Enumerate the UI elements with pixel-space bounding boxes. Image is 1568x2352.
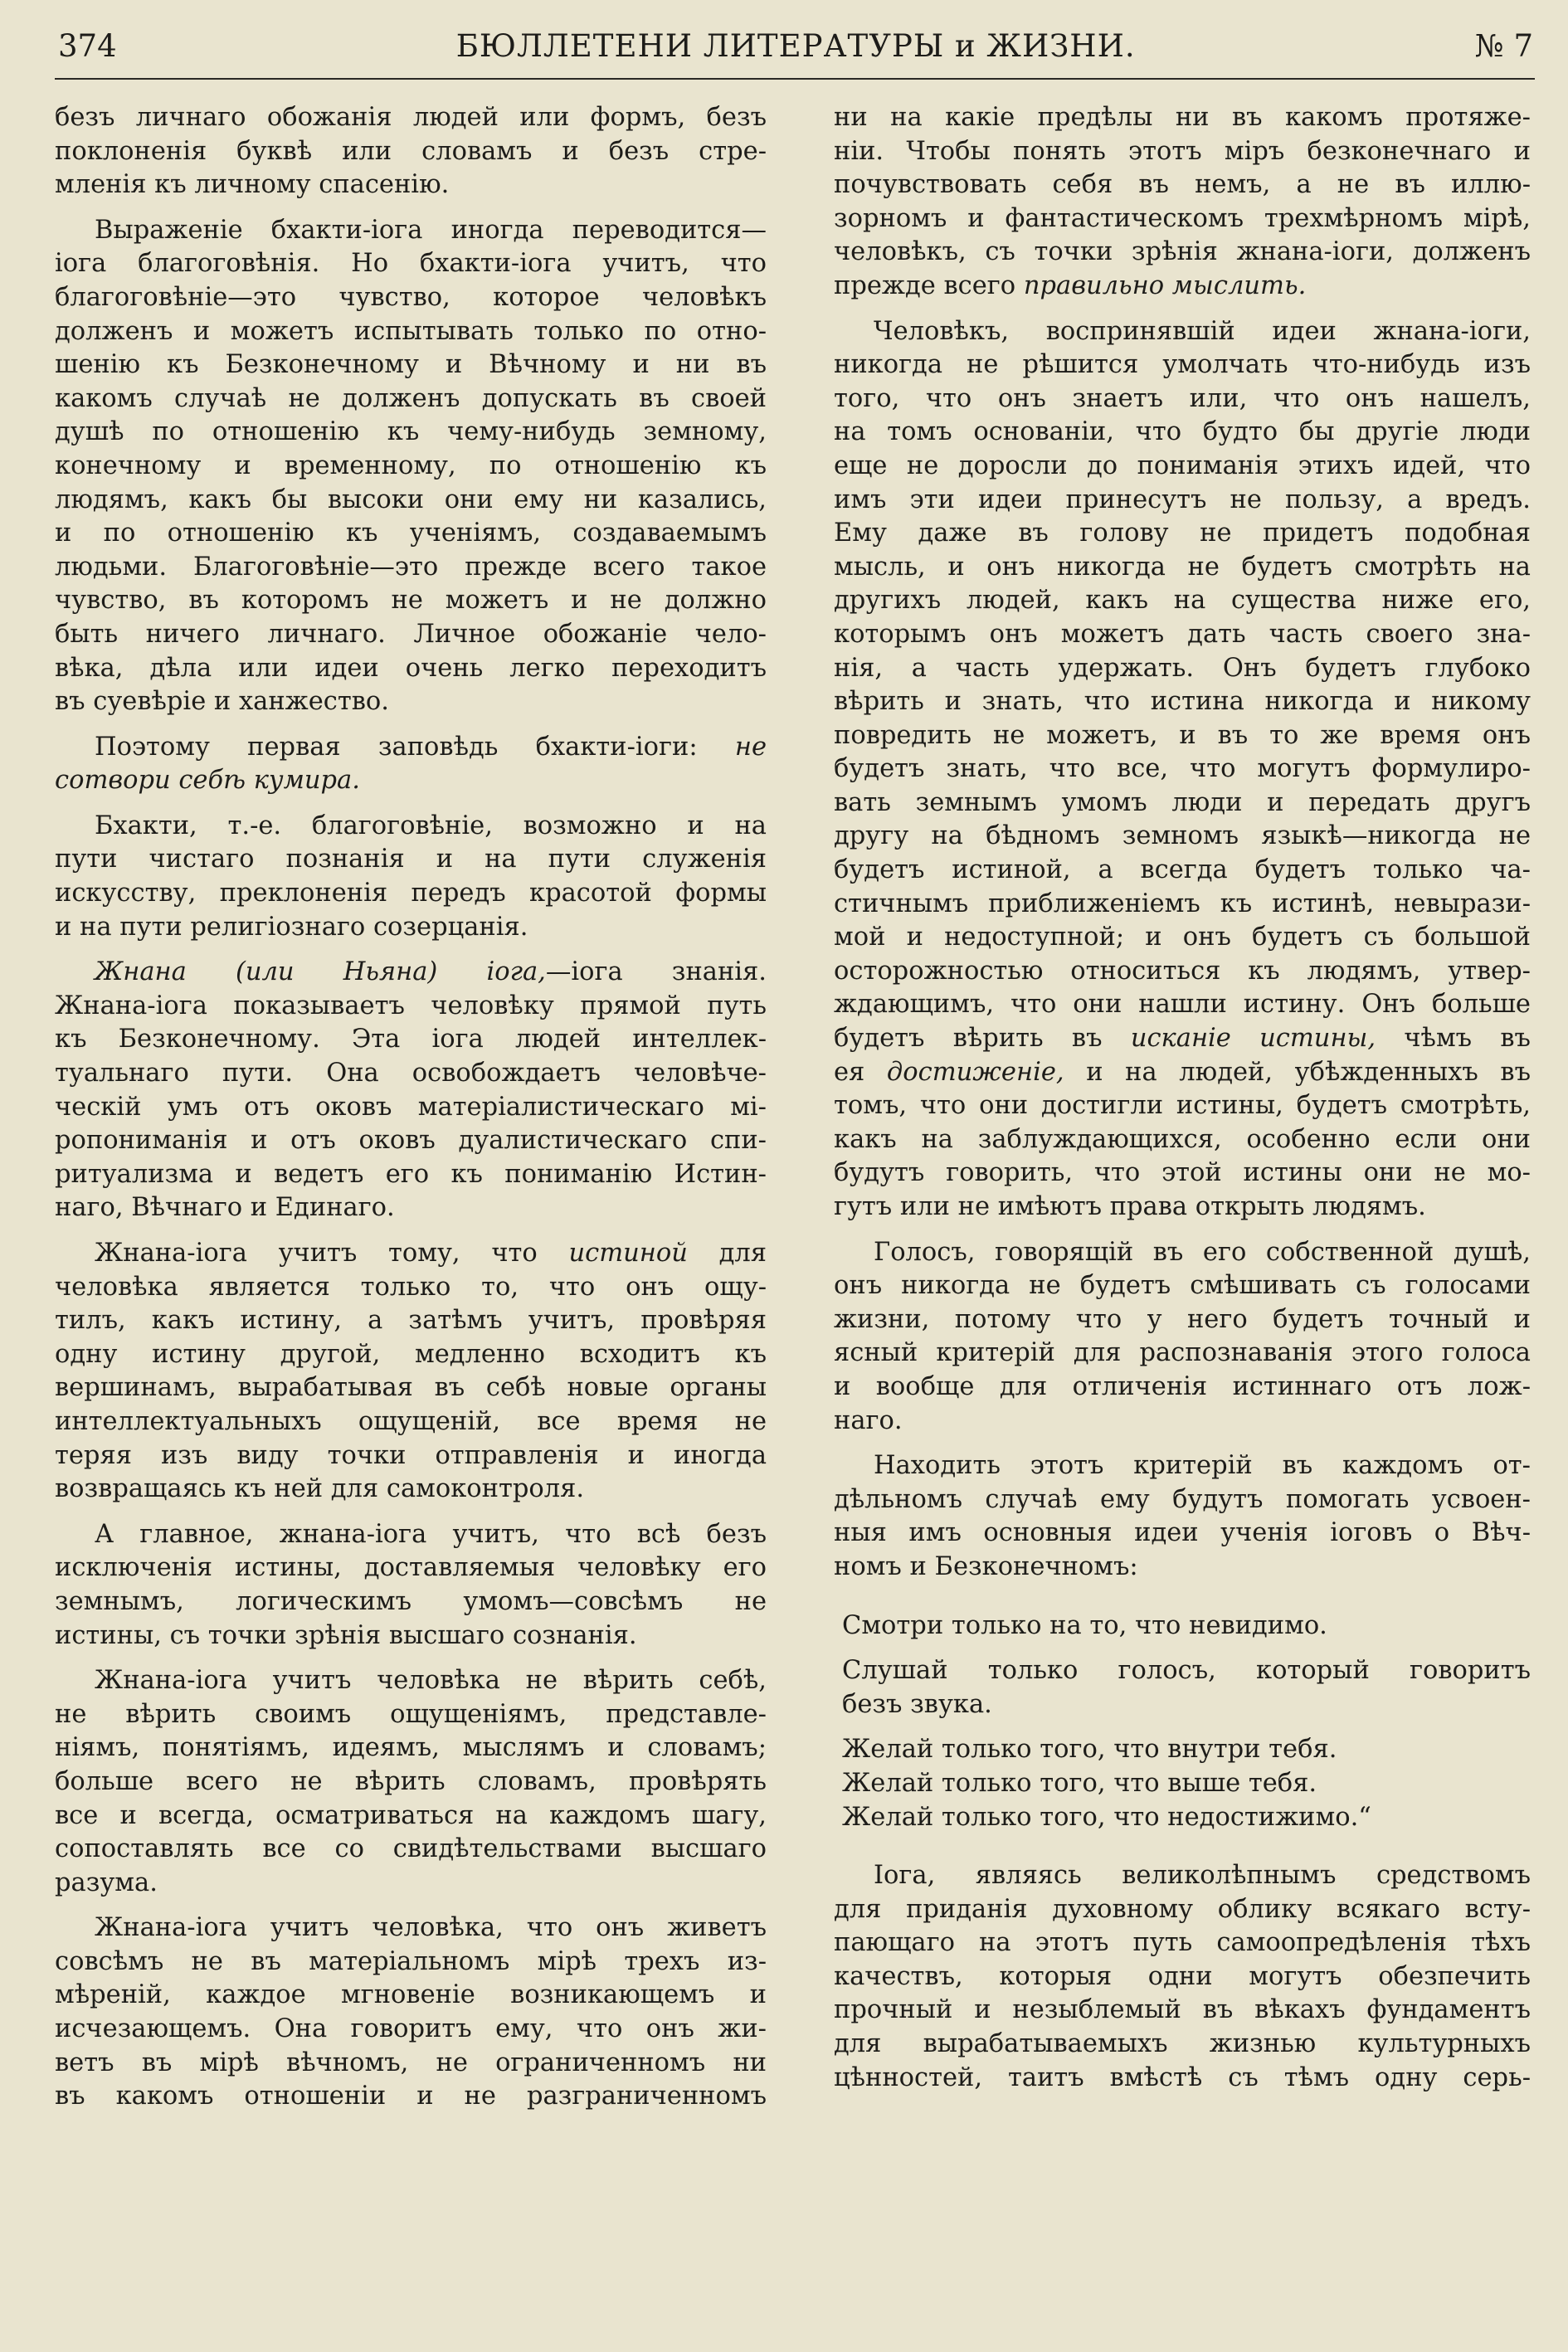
text-line: ритуализма и ведетъ его къ пониманію Истин-: [55, 1159, 767, 1189]
text-line: сотвори себѣ кумира.: [55, 766, 360, 796]
text-line: Голосъ, говорящій въ его собственной душѣ,: [874, 1237, 1531, 1267]
text-line: безъ личнаго обожанія людей или формъ, безъ: [55, 103, 767, 132]
text-run: чѣмъ въ: [1404, 1024, 1531, 1054]
text-line: вѣрить и знать, что истина никогда и никому: [834, 687, 1531, 717]
text-line: благоговѣніе—это чувство, которое человѣкъ: [55, 282, 767, 312]
text-line: и вообще для отличенія истиннаго отъ лож-: [834, 1371, 1531, 1401]
text-line: пающаго на этотъ путь самоопредѣленія тѣхъ: [834, 1928, 1531, 1958]
text-line: онъ никогда не будетъ смѣшивать съ голосами: [834, 1271, 1531, 1301]
verse-line: Желай только того, что недостижимо.“: [842, 1802, 1371, 1832]
text-line: Іога, являясь великолѣпнымъ средствомъ: [874, 1861, 1531, 1891]
text-line: имъ эти идеи принесутъ не пользу, а вредъ.: [834, 485, 1531, 514]
text-line: нія, а часть удержать. Онъ будетъ глубоко: [834, 653, 1531, 683]
text-line: шенію къ Безконечному и Вѣчному и ни въ: [55, 350, 767, 380]
text-line: конечному и временному, по отношенію къ: [55, 450, 767, 480]
text-line: быть ничего личнаго. Личное обожаніе чело-: [55, 619, 767, 649]
text-line: исчезающемъ. Она говоритъ ему, что онъ жи-: [55, 2014, 767, 2044]
text-line: наго.: [834, 1405, 903, 1435]
text-line: будетъ знать, что все, что могутъ формулиро-: [834, 754, 1531, 784]
text-line: и по отношенію къ ученіямъ, создаваемымъ: [55, 519, 767, 548]
italic-text: Жнана (или Ньяна) іога,: [95, 957, 546, 987]
text-line: ясный критерій для распознаванія этого голоса: [834, 1338, 1531, 1368]
text-run: для: [718, 1239, 767, 1268]
text-line: Жнана-іога учитъ человѣка не вѣрить себѣ,: [95, 1666, 767, 1696]
text-line: которымъ онъ можетъ дать часть своего зна-: [834, 619, 1531, 649]
text-line: почувствовать себя въ немъ, а не въ иллю-: [834, 170, 1531, 200]
text-line: вѣка, дѣла или идеи очень легко переходитъ: [55, 653, 767, 683]
verse-line: Смотри только на то, что невидимо.: [842, 1610, 1327, 1640]
text-line: вать земнымъ умомъ люди и передать другъ: [834, 787, 1531, 817]
text-line: душѣ по отношенію къ чему-нибудь земному,: [55, 417, 767, 447]
text-line: одну истину другой, медленно всходитъ къ: [55, 1339, 767, 1369]
text-line: возвращаясь къ ней для самоконтроля.: [55, 1474, 585, 1504]
text-line: мѣреній, каждое мгновеніе возникающемъ и: [55, 1980, 767, 2010]
text-line: мой и недоступной; и онъ будетъ съ большой: [834, 923, 1531, 952]
text-line: мысль, и онъ никогда не будетъ смотрѣть на: [834, 552, 1531, 582]
text-line: качествъ, которыя одни могутъ обезпечить: [834, 1961, 1531, 1991]
text-line: еще не доросли до пониманія этихъ идей, что: [834, 450, 1531, 480]
text-line: томъ, что они достигли истины, будетъ смотрѣть,: [834, 1091, 1531, 1121]
text-line: номъ и Безконечномъ:: [834, 1551, 1138, 1581]
text-line: ропониманія и отъ оковъ дуалистическаго спи-: [55, 1126, 767, 1156]
text-line: осторожностью относиться къ людямъ, утвер-: [834, 956, 1531, 986]
text-line: разума.: [55, 1867, 158, 1897]
text-line: для вырабатываемыхъ жизнью культурныхъ: [834, 2029, 1531, 2059]
text-line: другу на бѣдномъ земномъ языкѣ—никогда не: [834, 821, 1531, 851]
text-line: больше всего не вѣрить словамъ, провѣрять: [55, 1766, 767, 1796]
text-line: истины, съ точки зрѣнія высшаго сознанія.: [55, 1620, 637, 1650]
text-line: А главное, жнана-іога учитъ, что всѣ безъ: [95, 1519, 767, 1549]
text-line: теряя изъ виду точки отправленія и иногда: [55, 1440, 767, 1470]
text-line: Выраженіе бхакти-іога иногда переводится—: [95, 215, 767, 245]
verse-line: безъ звука.: [842, 1689, 992, 1719]
text-line: ніи. Чтобы понять этотъ міръ безконечнаго и: [834, 136, 1531, 166]
italic-text: правильно мыслить.: [1023, 270, 1307, 300]
text-line: сопоставлять все со свидѣтельствами высшаго: [55, 1834, 767, 1864]
text-line: будетъ истиной, а всегда будетъ только ча-: [834, 855, 1531, 885]
text-line: Находить этотъ критерій въ каждомъ от-: [874, 1451, 1531, 1481]
text-line: чувство, въ которомъ не можетъ и не должно: [55, 586, 767, 616]
left-column: [55, 101, 767, 2114]
text-line: прочный и незыблемый въ вѣкахъ фундаментъ: [834, 1995, 1531, 2025]
text-line: цѣнностей, таитъ вмѣстѣ съ тѣмъ одну серь-: [834, 2062, 1531, 2092]
text-line: земнымъ, логическимъ умомъ—совсѣмъ не: [55, 1586, 767, 1616]
text-line: все и всегда, осматриваться на каждомъ шагу,: [55, 1800, 767, 1830]
text-line: ніямъ, понятіямъ, идеямъ, мыслямъ и словамъ;: [55, 1733, 767, 1763]
text-line: стичнымъ приближеніемъ къ истинѣ, невырази-: [834, 889, 1531, 918]
text-line: того, что онъ знаетъ или, что онъ нашелъ,: [834, 383, 1531, 413]
text-line: туальнаго пути. Она освобождаетъ человѣче-: [55, 1059, 767, 1088]
text-run: и на людей, убѣжденныхъ въ: [1086, 1057, 1531, 1087]
issue-number: № 7: [1474, 27, 1533, 64]
text-line: не вѣрить своимъ ощущеніямъ, представле-: [55, 1699, 767, 1729]
text-line: Ему даже въ голову не придетъ подобная: [834, 519, 1531, 548]
text-line: [55, 956, 767, 990]
text-line: къ Безконечному. Эта іога людей интеллек-: [55, 1025, 767, 1054]
text-run: прежде всего: [834, 270, 1016, 300]
text-line: для приданія духовному облику всякаго всту-: [834, 1894, 1531, 1924]
verse-line: Желай только того, что внутри тебя.: [842, 1735, 1337, 1765]
text-run: Поэтому первая заповѣдь бхакти-іоги:: [95, 732, 698, 762]
text-line: ветъ въ мірѣ вѣчномъ, не ограниченномъ ни: [55, 2048, 767, 2077]
text-run: Жнана-іога учитъ тому, что: [95, 1239, 538, 1268]
text-line: на томъ основаніи, что будто бы другіе люди: [834, 417, 1531, 447]
text-line: вершинамъ, вырабатывая въ себѣ новые органы: [55, 1373, 767, 1403]
text-line: [834, 270, 1531, 304]
text-line: зорномъ и фантастическомъ трехмѣрномъ мірѣ,: [834, 203, 1531, 233]
text-line: интеллектуальныхъ ощущеній, все время не: [55, 1406, 767, 1436]
text-line: людьми. Благоговѣніе—это прежде всего такое: [55, 552, 767, 582]
text-line: какомъ случаѣ не долженъ допускать въ своей: [55, 383, 767, 413]
text-line: [55, 1237, 767, 1271]
text-line: Жнана-іога показываетъ человѣку прямой путь: [55, 991, 767, 1020]
text-line: тилъ, какъ истину, а затѣмъ учитъ, провѣряя: [55, 1306, 767, 1336]
text-line: [834, 1056, 1531, 1090]
text-line: повредить не можетъ, и въ то же время онъ: [834, 720, 1531, 750]
italic-text: достиженіе,: [886, 1057, 1064, 1087]
text-line: гутъ или не имѣютъ права открыть людямъ.: [834, 1192, 1426, 1221]
text-line: въ какомъ отношеніи и не разграниченномъ: [55, 2082, 767, 2111]
text-line: никогда не рѣшится умолчать что-нибудь изъ: [834, 350, 1531, 380]
text-run: —іога знанія.: [545, 957, 767, 987]
text-line: [55, 731, 767, 765]
text-line: какъ на заблуждающихся, особенно если они: [834, 1124, 1531, 1154]
verse-line: Желай только того, что выше тебя.: [842, 1768, 1317, 1798]
right-column: [834, 101, 1531, 2095]
text-line: въ суевѣріе и ханжество.: [55, 687, 389, 717]
text-line: Человѣкъ, воспринявшій идеи жнана-іоги,: [874, 316, 1531, 346]
text-run: ея: [834, 1057, 865, 1087]
text-line: наго, Вѣчнаго и Единаго.: [55, 1193, 395, 1223]
text-line: долженъ и можетъ испытывать только по отно-: [55, 316, 767, 346]
text-line: будутъ говорить, что этой истины они не мо-: [834, 1158, 1531, 1188]
verse-line: Слушай только голосъ, который говоритъ: [842, 1656, 1531, 1686]
text-line: человѣкъ, съ точки зрѣнія жнана-іоги, долженъ: [834, 237, 1531, 267]
text-line: другихъ людей, какъ на существа ниже его,: [834, 586, 1531, 616]
text-line: Бхакти, т.-е. благоговѣніе, возможно и на: [95, 811, 767, 840]
text-run: будетъ вѣрить въ: [834, 1024, 1103, 1054]
italic-text: истиной: [568, 1239, 688, 1268]
text-line: іога благоговѣнія. Но бхакти-іога учитъ, что: [55, 249, 767, 279]
text-line: ни на какіе предѣлы ни въ какомъ протяже-: [834, 103, 1531, 132]
text-line: и на пути религіознаго созерцанія.: [55, 912, 528, 942]
running-header: [58, 22, 1533, 70]
text-line: ждающимъ, что они нашли истину. Онъ больше: [834, 990, 1531, 1020]
italic-text: исканіе истины,: [1130, 1024, 1376, 1054]
text-line: ныя имъ основныя идеи ученія іоговъ о Вѣч-: [834, 1518, 1531, 1548]
text-line: Жнана-іога учитъ человѣка, что онъ живетъ: [95, 1913, 767, 1943]
text-line: [834, 1022, 1531, 1056]
journal-title: БЮЛЛЕТЕНИ ЛИТЕРАТУРЫ и ЖИЗНИ.: [455, 27, 1136, 64]
text-line: исключенія истины, доставляемыя человѣку его: [55, 1553, 767, 1583]
text-line: совсѣмъ не въ матеріальномъ мірѣ трехъ из-: [55, 1946, 767, 1976]
text-line: дѣльномъ случаѣ ему будутъ помогать усвоен-: [834, 1484, 1531, 1514]
text-line: человѣка является только то, что онъ ощу-: [55, 1272, 767, 1302]
text-line: мленія къ личному спасенію.: [55, 170, 450, 200]
text-line: поклоненія буквѣ или словамъ и безъ стре-: [55, 136, 767, 166]
text-line: пути чистаго познанія и на пути служенія: [55, 845, 767, 874]
page-number: 374: [58, 27, 117, 64]
italic-text: не: [734, 732, 767, 762]
header-rule: [55, 78, 1535, 80]
text-line: жизни, потому что у него будетъ точный и: [834, 1304, 1531, 1334]
text-line: ческій умъ отъ оковъ матеріалистическаго мі-: [55, 1092, 767, 1122]
text-line: искусству, преклоненія передъ красотой формы: [55, 879, 767, 908]
text-line: людямъ, какъ бы высоки они ему ни казались,: [55, 485, 767, 514]
